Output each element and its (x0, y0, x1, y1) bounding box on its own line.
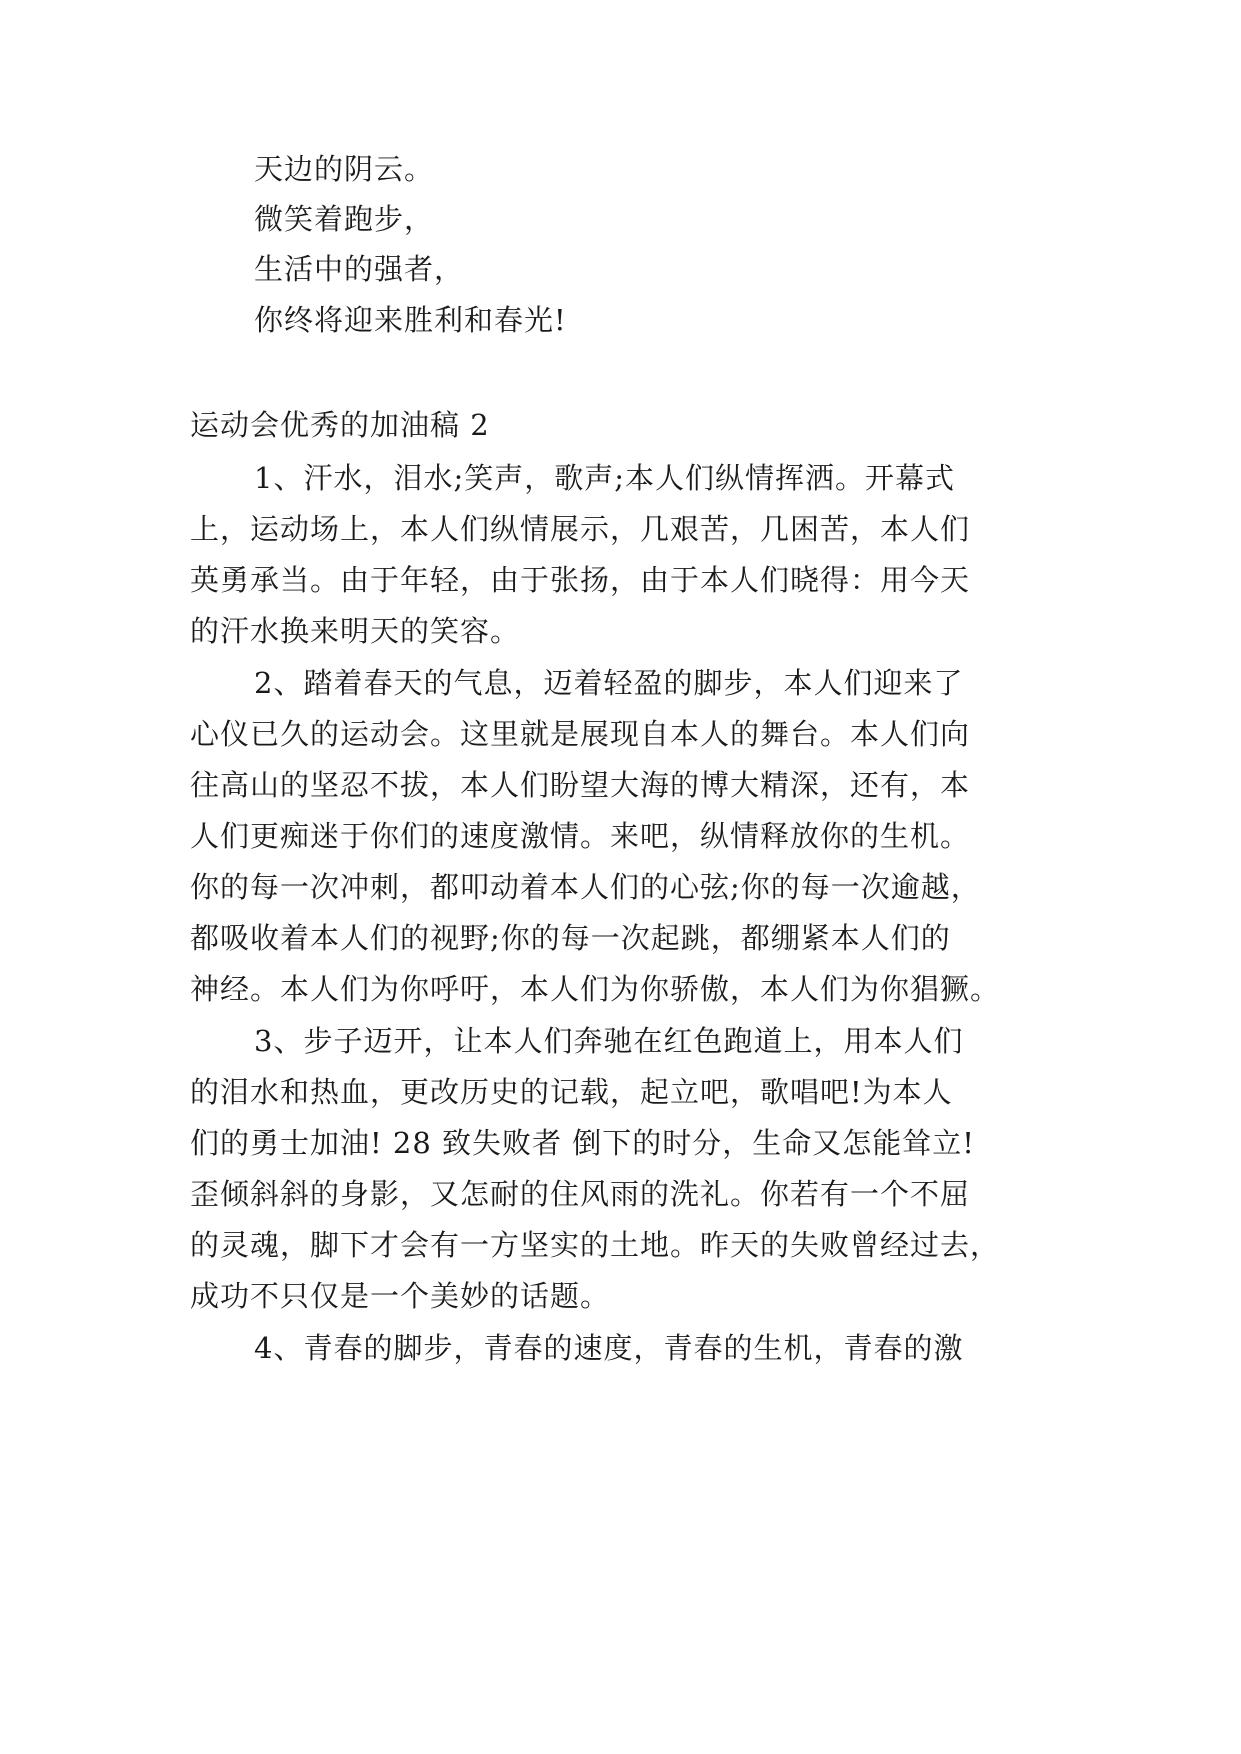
body-line: 们的勇士加油! 28 致失败者 倒下的时分，生命又怎能耸立! (190, 1126, 975, 1160)
body-line: 往高山的坚忍不拔，本人们盼望大海的博大精深，还有，本 (190, 768, 971, 802)
poem-line: 微笑着跑步， (254, 202, 435, 236)
body-line: 心仪已久的运动会。这里就是展现自本人的舞台。本人们向 (190, 717, 971, 751)
body-line: 的泪水和热血，更改历史的记载，起立吧，歌唱吧!为本人 (190, 1075, 953, 1109)
body-line: 3、步子迈开，让本人们奔驰在红色跑道上，用本人们 (254, 1024, 964, 1058)
poem-line: 天边的阴云。 (254, 152, 435, 186)
body-line: 你的每一次冲刺，都叩动着本人们的心弦;你的每一次逾越， (190, 870, 981, 904)
body-line: 2、踏着春天的气息，迈着轻盈的脚步，本人们迎来了 (254, 666, 964, 700)
body-line: 人们更痴迷于你们的速度激情。来吧，纵情释放你的生机。 (190, 819, 971, 853)
body-line: 成功不只仅是一个美妙的话题。 (190, 1279, 611, 1313)
body-line: 神经。本人们为你呼吁，本人们为你骄傲，本人们为你猖獗。 (190, 972, 1001, 1006)
body-line: 上，运动场上，本人们纵情展示，几艰苦，几困苦，本人们 (190, 512, 971, 546)
body-line: 英勇承当。由于年轻，由于张扬，由于本人们晓得：用今天 (190, 563, 971, 597)
poem-line: 生活中的强者， (254, 252, 465, 286)
section-title: 运动会优秀的加油稿 2 (190, 408, 490, 442)
body-line: 都吸收着本人们的视野;你的每一次起跳，都绷紧本人们的 (190, 921, 951, 955)
poem-line: 你终将迎来胜利和春光! (254, 303, 567, 337)
body-line: 的灵魂，脚下才会有一方坚实的土地。昨天的失败曾经过去， (190, 1228, 1001, 1262)
body-line: 4、青春的脚步，青春的速度，青春的生机，青春的激 (254, 1331, 964, 1365)
body-line: 的汗水换来明天的笑容。 (190, 614, 521, 648)
body-line: 歪倾斜斜的身影，又怎耐的住风雨的洗礼。你若有一个不屈 (190, 1177, 971, 1211)
body-line: 1、汗水，泪水;笑声，歌声;本人们纵情挥洒。开幕式 (254, 461, 955, 495)
